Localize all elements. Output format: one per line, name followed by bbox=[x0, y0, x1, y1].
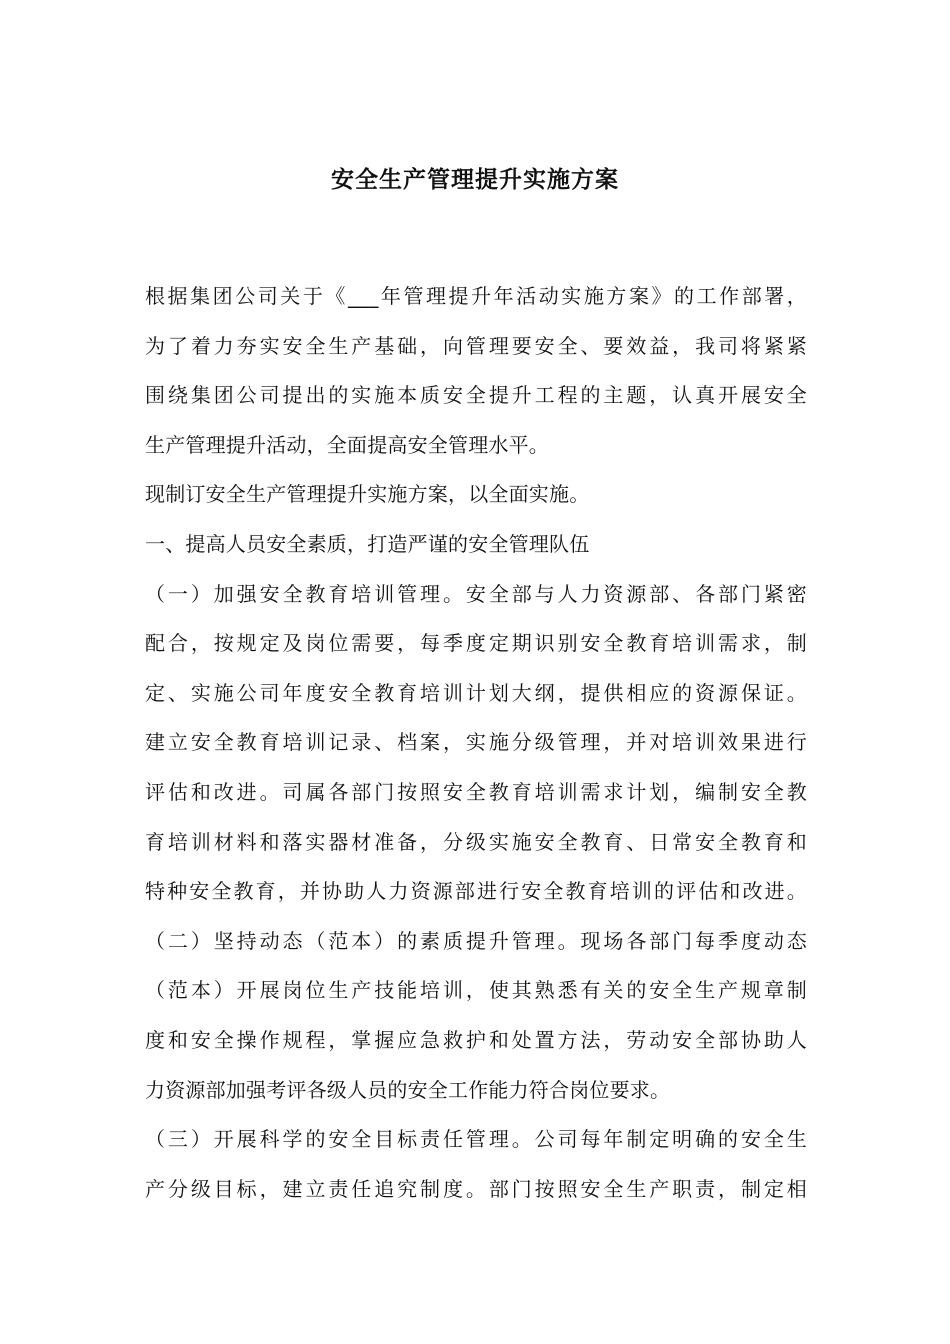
page-title: 安全生产管理提升实施方案 bbox=[331, 166, 619, 193]
text-line: 评估和改进。司属各部门按照安全教育培训需求计划，编制安全教 bbox=[145, 779, 807, 804]
text-line: 产分级目标，建立责任追究制度。部门按照安全生产职责，制定相 bbox=[145, 1176, 807, 1201]
text-line: 建立安全教育培训记录、档案，实施分级管理，并对培训效果进行 bbox=[145, 730, 807, 755]
text-line: 为了着力夯实安全生产基础，向管理要安全、要效益，我司将紧紧 bbox=[145, 333, 807, 358]
text-line: （一）加强安全教育培训管理。安全部与人力资源部、各部门紧密 bbox=[145, 581, 807, 606]
text-line: 度和安全操作规程，掌握应急救护和处置方法，劳动安全部协助人 bbox=[145, 1027, 807, 1052]
text-line: 力资源部加强考评各级人员的安全工作能力符合岗位要求。 bbox=[145, 1077, 671, 1102]
text-line: （三）开展科学的安全目标责任管理。公司每年制定明确的安全生 bbox=[145, 1127, 807, 1152]
text-line: 一、提高人员安全素质，打造严谨的安全管理队伍 bbox=[145, 531, 590, 556]
text-line: 生产管理提升活动，全面提高安全管理水平。 bbox=[145, 432, 549, 457]
text-line: 特种安全教育，并协助人力资源部进行安全教育培训的评估和改进。 bbox=[145, 879, 807, 904]
text-line: 现制订安全生产管理提升实施方案，以全面实施。 bbox=[145, 482, 590, 507]
text-line: （二）坚持动态（范本）的素质提升管理。现场各部门每季度动态 bbox=[145, 928, 807, 953]
text-line: 育培训材料和落实器材准备，分级实施安全教育、日常安全教育和 bbox=[145, 829, 807, 854]
text-line: 配合，按规定及岗位需要，每季度定期识别安全教育培训需求，制 bbox=[145, 631, 807, 656]
text-line: 围绕集团公司提出的实施本质安全提升工程的主题，认真开展安全 bbox=[145, 383, 807, 408]
text-line: 定、实施公司年度安全教育培训计划大纲，提供相应的资源保证。 bbox=[145, 680, 807, 705]
document-body bbox=[145, 272, 807, 1214]
text-line: 根据集团公司关于《___年管理提升年活动实施方案》的工作部署， bbox=[145, 284, 807, 308]
text-line: （范本）开展岗位生产技能培训，使其熟悉有关的安全生产规章制 bbox=[145, 978, 807, 1003]
